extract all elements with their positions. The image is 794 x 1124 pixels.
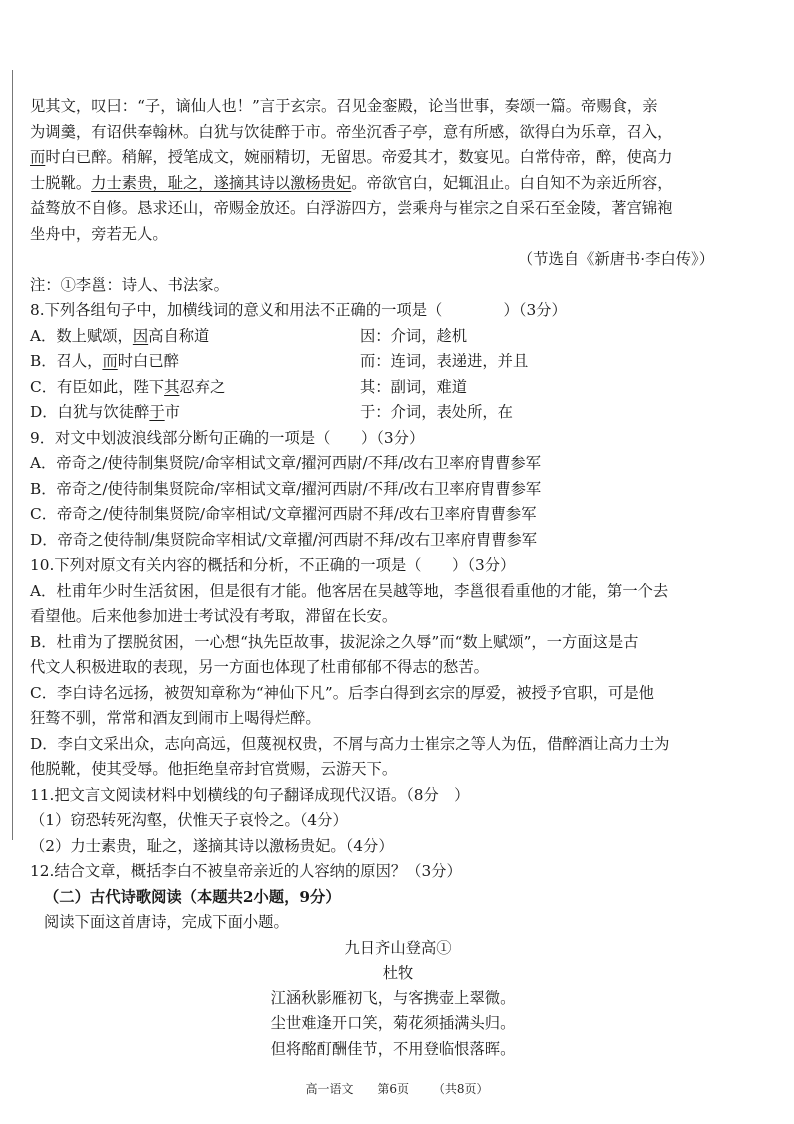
passage-line-5: 益骜放不自修。恳求还山，帝赐金放还。白浮游四方，尝乘舟与崔宗之自采石至金陵，著宫锦袍 [30,199,673,217]
question-10-line: 看望他。后来他参加进士考试没有考取，滞留在长安。 [30,607,398,625]
question-9-option-a: A．帝奇之/使待制集贤院/命宰相试文章/擢河西尉/不拜/改右卫率府胄曹参军 [30,454,542,472]
poem-line-3: 但将酩酊酬佳节，不用登临恨落晖。 [270,1039,516,1058]
question-8-option-d: D．白犹与饮徒醉于市 于：介词，表处所，在 [30,403,513,421]
question-11-sentence-2: （2）力士素贵，耻之，遂摘其诗以激杨贵妃。（4分） [30,836,394,855]
footer-total-pages: （共8页） [432,1082,489,1096]
question-10-stem: 10.下列对原文有关内容的概括和分析，不正确的一项是（ ）（3分） [30,556,516,574]
question-10-line: B．杜甫为了摆脱贫困，一心想“执先臣故事，拔泥涂之久辱”而“数上赋颂”，一方面这是古 [30,632,639,651]
passage-source: （节选自《新唐书·李白传》） [517,250,714,268]
passage-line-3: 而时白已醉。稍解，授笔成文，婉丽精切，无留思。帝爱其才，数宴见。白常侍帝，醉，使高力 [30,148,673,166]
question-10-line: C．李白诗名远扬，被贺知章称为“神仙下凡”。后李白得到玄宗的厚爱，被授予官职，可是他 [30,683,654,702]
passage-line-6: 坐舟中，旁若无人。 [30,224,168,243]
question-8-option-b: B．召人，而时白已醉 而：连词，表递进，并且 [30,352,529,370]
section-instruction: 阅读下面这首唐诗，完成下面小题。 [44,913,289,931]
poem-title: 九日齐山登高① [344,938,452,957]
question-8-stem: 8.下列各组句子中，加横线词的意义和用法不正确的一项是（ ）（3分） [30,301,567,319]
page-footer [0,1080,794,1097]
question-9-stem: 9．对文中划波浪线部分断句正确的一项是（ ）（3分） [30,428,425,447]
passage-note: 注：①李邕：诗人、书法家。 [30,275,229,294]
question-9-option-d: D．帝奇之使待制/集贤院命宰相试/文章擢/河西尉不拜/改右卫率府胄曹参军 [30,530,538,549]
question-10-line: A．杜甫年少时生活贫困，但是很有才能。他客居在吴越等地，李邕很看重他的才能，第一个去 [30,581,669,600]
question-12-stem: 12.结合文章，概括李白不被皇帝亲近的人容纳的原因？（3分） [30,862,462,880]
question-8-option-a: A．数上赋颂，因高自称道 因：介词，趁机 [30,326,468,345]
poem-line-1: 江涵秋影雁初飞，与客携壶上翠微。 [270,988,516,1007]
question-11-stem: 11.把文言文阅读材料中划横线的句子翻译成现代汉语。（8分 ） [30,785,470,804]
section-heading: （二）古代诗歌阅读（本题共2小题，9分） [44,887,341,906]
question-10-line: 他脱靴，使其受辱。他拒绝皇帝封官赏赐，云游天下。 [30,760,398,778]
question-9-option-c: C．帝奇之/使待制集贤院/命宰相试/文章擢河西尉不拜/改右卫率府胄曹参军 [30,505,537,523]
question-10-line: 代文人积极进取的表现，另一方面也体现了杜甫郁郁不得志的愁苦。 [30,658,489,676]
passage-line-4: 士脱靴。力士素贵，耻之，遂摘其诗以激杨贵妃。帝欲官白，妃辄沮止。白自知不为亲近所容， [30,173,673,192]
binding-margin-line [12,70,13,840]
poem-line-2: 尘世难逢开口笑，菊花须插满头归。 [270,1014,516,1032]
question-9-option-b: B．帝奇之/使待制集贤院命/宰相试文章/擢河西尉/不拜/改右卫率府胄曹参军 [30,479,542,498]
passage-line-1: 见其文，叹曰：“子，谪仙人也！”言于玄宗。召见金銮殿，论当世事，奏颂一篇。帝赐食，亲 [30,97,658,115]
question-10-line: 狂骜不驯，常常和酒友到闹市上喝得烂醉。 [30,709,321,727]
question-10-line: D．李白文采出众，志向高远，但蔑视权贵，不屑与高力士崔宗之等人为伍，借醉酒让高力士为 [30,734,670,753]
footer-page-number: 第6页 [377,1082,409,1096]
page-content [30,94,736,1062]
footer-subject: 高一语文 [305,1082,354,1096]
question-8-option-c: C．有臣如此，陛下其忍弃之 其：副词，难道 [30,377,468,396]
underlined-sentence: 力士素贵，耻之，遂摘其诗以激杨贵妃 [91,173,352,192]
underlined-char-er: 而 [30,148,46,166]
poem-author: 杜牧 [382,963,414,982]
passage-line-2: 为调羹，有诏供奉翰林。白犹与饮徒醉于市。帝坐沉香子亭，意有所感，欲得白为乐章，召入， [30,122,673,141]
question-11-sentence-1: （1）窃恐转死沟壑，伏惟天子哀怜之。（4分） [30,811,348,829]
